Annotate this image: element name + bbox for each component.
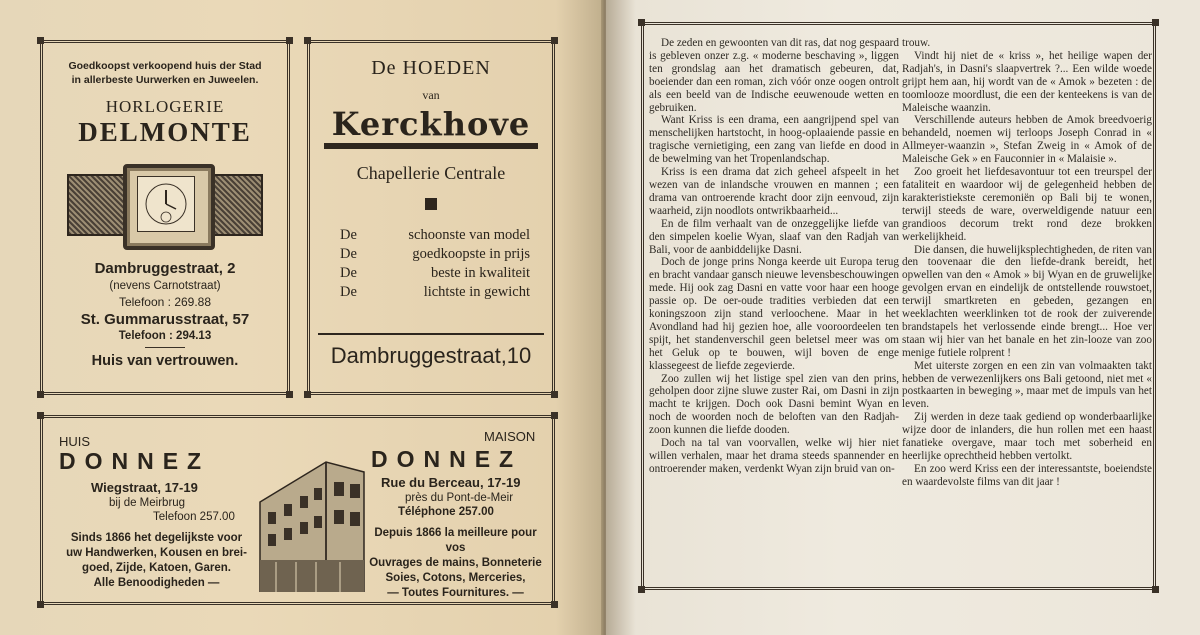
delmonte-address-1: Dambruggestraat, 2 (94, 260, 236, 277)
paragraph: Zoo groeit het liefdesavontuur tot een treurspel der fataliteit en waardoor wij de gelegenheid hebben de karakteristiekste ceremoniën op Bali bij te wonen, terwijl steeds de ware, overweldigende natuur een grandioos decorum trekt rond deze brokken werkelijkheid. (902, 166, 1152, 243)
list-item: lichtste in gewicht (423, 284, 530, 300)
paragraph: En de film verhaalt van de onzeggelijke liefde van den simpelen koelie Wyan, slaaf van den Radjah van Bali, voor de aanbiddelijke Dasni. (649, 217, 899, 256)
donnez-right-street: Rue du Berceau, 17-19 (381, 475, 521, 490)
building-illustration (256, 442, 368, 592)
donnez-right-text-1: Depuis 1866 la meilleure pour vos (374, 527, 537, 554)
delmonte-phone-1: Telefoon : 269.88 (118, 295, 212, 309)
kerckhove-van: van (422, 88, 440, 102)
article-column-1 (649, 37, 899, 476)
delmonte-tagline-1: Goedkoopst verkoopend huis der Stad (68, 60, 262, 72)
paragraph: Doch na tal van voorvallen, welke wij hier niet willen verhalen, maar het drama steeds spannender en ontroerender maken, verdenkt Wyan zijn bruid van on- (649, 437, 899, 475)
delmonte-name: DELMONTE (78, 117, 252, 147)
list-item: goedkoopste in prijs (412, 246, 530, 262)
delmonte-slogan: Huis van vertrouwen. (91, 353, 239, 369)
donnez-left-text-2: uw Handwerken, Kousen en brei- (66, 547, 247, 559)
paragraph: Doch de jonge prins Nonga keerde uit Europa terug en bracht vandaar gansch nieuwe levensbeschouwingen mede. Hij ook zag Dasni en vatte voor haar een hooge passie op. De oer-oude tradities verbieden dat een koningszoon zijn stand verloochene. Maar in het Avondland had hij gezien hoe, alle vooroordeelen ten spijt, het standenverschil geen beletsel meer was om het Geluk op te bouwen, wijl boven de enge klassegeest de liefde zegevierde. (649, 256, 899, 372)
delmonte-address-1-note: (nevens Carnotstraat) (109, 280, 221, 292)
paragraph: En zoo werd Kriss een der interessantste, boeiendste en waardevolste films van dit jaar ! (902, 462, 1152, 488)
paragraph: trouw. (902, 37, 931, 49)
donnez-left-phone: Telefoon 257.00 (153, 511, 235, 523)
kerckhove-de-hoeden: De HOEDEN (371, 57, 491, 79)
delmonte-address-2: St. Gummarusstraat, 57 (80, 311, 250, 328)
donnez-maison: MAISON (484, 429, 536, 444)
ad-kerckhove (307, 40, 555, 395)
donnez-left-text-1: Sinds 1866 het degelijkste voor (70, 532, 243, 544)
donnez-right-text-3: Soies, Cotons, Merceries, (385, 572, 526, 584)
paragraph: Zoo zullen wij het listige spel zien van den prins, geholpen door zijne sluwe zuster Rai, om Dasni in zijn macht te krijgen. Doch ook Dasni bemint Wyan en noch de woorden noch de beloften van den Radjah-zoon kunnen die liefde dooden. (649, 372, 899, 437)
paragraph: Die dansen, die huwelijksplechtigheden, de riten van den toovenaar die den liefde-drank bereidt, het opwellen van den « Amok » bij Wyan en de gruwelijke gevolgen ervan en eindelijk de ontstellende rouwstoet, terwijl smartkreten en gebeden, gezangen en weeklachten weerklinken tot de rook der zuiverende brandstapels het verlossende einde brengt... Hoe ver staan wij hier van het banale en het zin-looze van zoo menige futiele rolprent ! (902, 243, 1152, 359)
donnez-left-street: Wiegstraat, 17-19 (91, 480, 198, 495)
paragraph: Want Kriss is een drama, een aangrijpend spel van menschelijken hartstocht, in hoog-oplaaiende passie en tragische vernietiging, een zang van liefde en dood in de bewelming van het Tropenlandschap. (649, 114, 899, 166)
donnez-right-near: près du Pont-de-Meir (405, 492, 514, 504)
list-item: schoonste van model (408, 227, 530, 243)
donnez-left-near: bij de Meirbrug (109, 497, 186, 509)
kerckhove-address: Dambruggestraat,10 (330, 343, 532, 368)
donnez-huis: HUIS (59, 434, 91, 449)
paragraph: Met uiterste zorgen en een zin van volmaakten takt hebben de verwezenlijkers ons Bali getoond, niet met « postkaarten in beweging », maar met de impuls van het leven. (902, 359, 1152, 411)
donnez-right-phone: Téléphone 257.00 (398, 506, 494, 518)
paragraph: Verschillende auteurs hebben de Amok breedvoerig behandeld, noemen wij terloops Joseph Conrad in « Allmeyer-waanzin », Stefan Zweig in « Amok of de Maleische Gek » en Fauconnier in « Malaisie ». (902, 114, 1152, 166)
square-ornament (425, 198, 437, 210)
delmonte-horlogerie: HORLOGERIE (105, 97, 225, 116)
donnez-left-text-3: goed, Zijde, Katoen, Garen. (82, 562, 231, 574)
donnez-right-name: DONNEZ (371, 446, 523, 472)
paragraph: De zeden en gewoonten van dit ras, dat nog gespaard is gebleven onzer z.g. « moderne beschaving », liggen ten grondslag aan het dramatisch gebeuren, dat, boeiender dan een roman, zich vóór onze oogen ontrolt als een beeld van de Indische eeuwenoude wetten en gebruiken. (649, 37, 899, 114)
paragraph: Vindt hij niet de « kriss », het heilige wapen der Radjah's, in Dasni's slaapvertrek ?... Een wilde woede grijpt hem aan, hij wordt van de « Amok » bezeten : de toomlooze moordlust, die een der kenteekens is van de Maleische waanzin. (902, 49, 1152, 114)
article-column-2 (902, 37, 1152, 489)
ad-delmonte (40, 40, 290, 395)
delmonte-phone-2: Telefoon : 294.13 (118, 330, 212, 342)
paragraph: Zij werden in deze taak gediend op wonderbaarlijke wijze door de inlanders, die hun rollen met een haast fanatieke overgave, maar toch met soberheid en heerlijke oprechtheid hebben vertolkt. (902, 411, 1152, 462)
kerckhove-list: De schoonste van model De goedkoopste in prijs De beste in kwaliteit De lichtste in gewicht (340, 227, 530, 300)
ad-donnez (40, 415, 555, 605)
delmonte-tagline-2: in allerbeste Uurwerken en Juweelen. (71, 74, 259, 86)
donnez-right-text-4: — Toutes Fournitures. — (387, 587, 524, 599)
donnez-left-name: DONNEZ (59, 448, 211, 474)
kerckhove-name: Kerckhove (331, 105, 531, 143)
kerckhove-subtitle: Chapellerie Centrale (356, 163, 506, 183)
donnez-left-text-4: Alle Benoodigheden — (93, 577, 220, 589)
list-item: beste in kwaliteit (430, 265, 530, 281)
watch-illustration (67, 160, 263, 248)
donnez-right-text-2: Ouvrages de mains, Bonneterie (369, 557, 542, 569)
paragraph: Kriss is een drama dat zich geheel afspeelt in het wezen van de inlandsche vrouwen en mannen ; een drama van ontroerende kracht door zijn eenvoud, zijn waarheid, zijn noodlots ontwrikbaarheid... (649, 166, 899, 217)
